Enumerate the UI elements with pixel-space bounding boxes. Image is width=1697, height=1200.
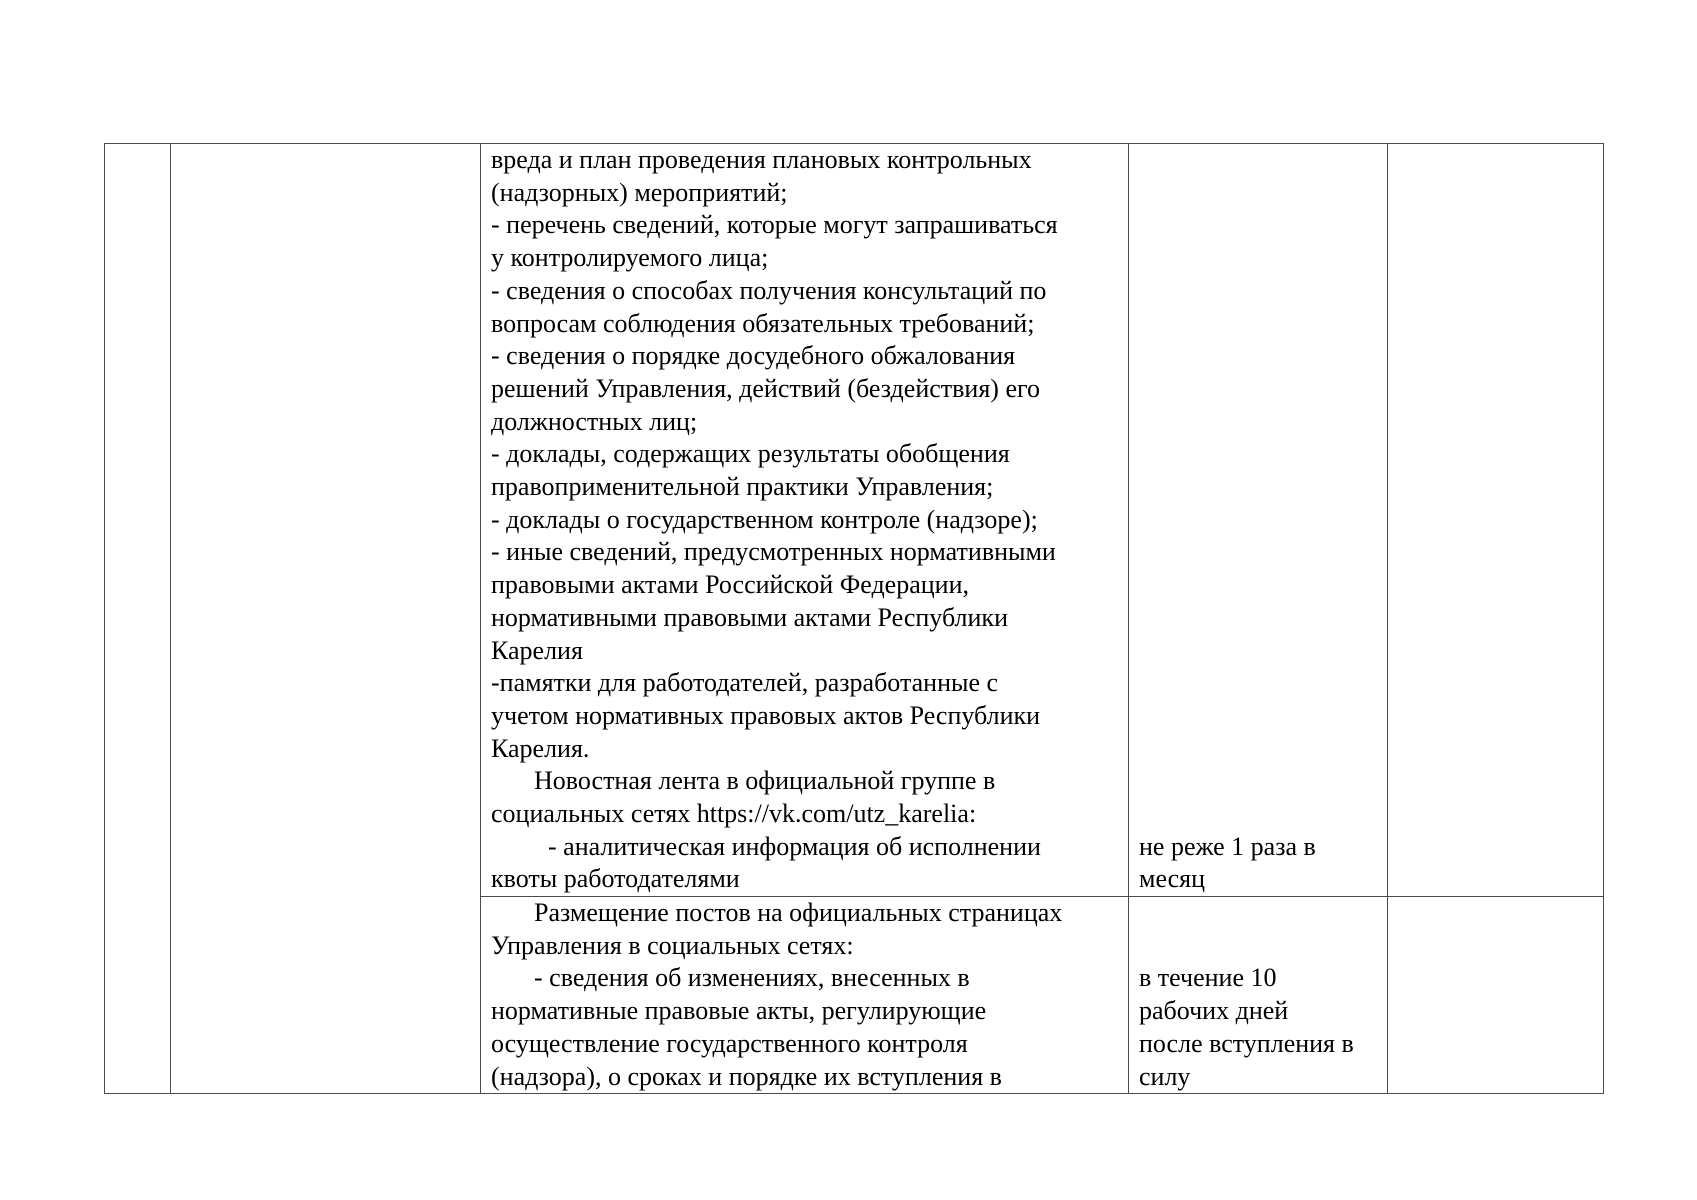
period-cell: [1129, 144, 1388, 897]
period-line: рабочих дней: [1139, 996, 1289, 1026]
table-row: [105, 144, 1604, 897]
content-line: социальных сетях https://vk.com/utz_karelia:: [491, 799, 977, 829]
content-cell: [481, 897, 1129, 1094]
content-line: вопросам соблюдения обязательных требований;: [491, 308, 1035, 338]
content-line: Карелия: [491, 635, 583, 665]
content-line: - доклады о государственном контроле (надзоре);: [491, 504, 1038, 534]
content-line: - перечень сведений, которые могут запрашиваться: [491, 210, 1058, 240]
content-line: (надзора), о сроках и порядке их вступления в: [491, 1061, 1002, 1091]
content-line: (надзорных) мероприятий;: [491, 177, 788, 207]
content-line: решений Управления, действий (бездействия) его: [491, 373, 1040, 403]
period-line: не реже 1 раза в: [1139, 831, 1316, 861]
content-line: Управления в социальных сетях:: [491, 930, 854, 960]
period-cell: [1129, 897, 1388, 1094]
content-line: правоприменительной практики Управления;: [491, 472, 994, 502]
content-line: нормативные правовые акты, регулирующие: [491, 996, 987, 1026]
content-line: Новостная лента в официальной группе в: [534, 766, 996, 796]
period-line: после вступления в: [1139, 1028, 1354, 1058]
content-line: -памятки для работодателей, разработанные с: [491, 668, 999, 698]
period-line: месяц: [1139, 864, 1206, 894]
name-cell: [171, 144, 481, 1094]
content-line: - сведения о способах получения консультаций по: [491, 275, 1047, 305]
content-cell: [481, 144, 1129, 897]
content-line: осуществление государственного контроля: [491, 1028, 968, 1058]
content-line: - доклады, содержащих результаты обобщения: [491, 439, 1010, 469]
content-line: - сведения об изменениях, внесенных в: [534, 963, 970, 993]
responsible-cell: [1388, 144, 1604, 897]
content-line: должностных лиц;: [491, 406, 698, 436]
content-line: у контролируемого лица;: [491, 243, 769, 273]
period-line: силу: [1139, 1061, 1191, 1091]
content-line: квоты работодателями: [491, 864, 740, 894]
content-line: Размещение постов на официальных страницах: [534, 898, 1063, 927]
content-line: учетом нормативных правовых актов Республики: [491, 700, 1041, 730]
content-line: - сведения о порядке досудебного обжалования: [491, 341, 1016, 371]
content-line: - аналитическая информация об исполнении: [548, 831, 1041, 861]
period-line: в течение 10: [1139, 963, 1277, 993]
content-line: правовыми актами Российской Федерации,: [491, 570, 970, 600]
plan-table: [104, 143, 1604, 1094]
content-line: нормативными правовыми актами Республики: [491, 602, 1008, 632]
content-line: Карелия.: [491, 733, 590, 763]
content-line: - иные сведений, предусмотренных нормативными: [491, 537, 1056, 567]
number-cell: [105, 144, 171, 1094]
responsible-cell: [1388, 897, 1604, 1094]
content-line: вреда и план проведения плановых контрольных: [491, 145, 1032, 174]
